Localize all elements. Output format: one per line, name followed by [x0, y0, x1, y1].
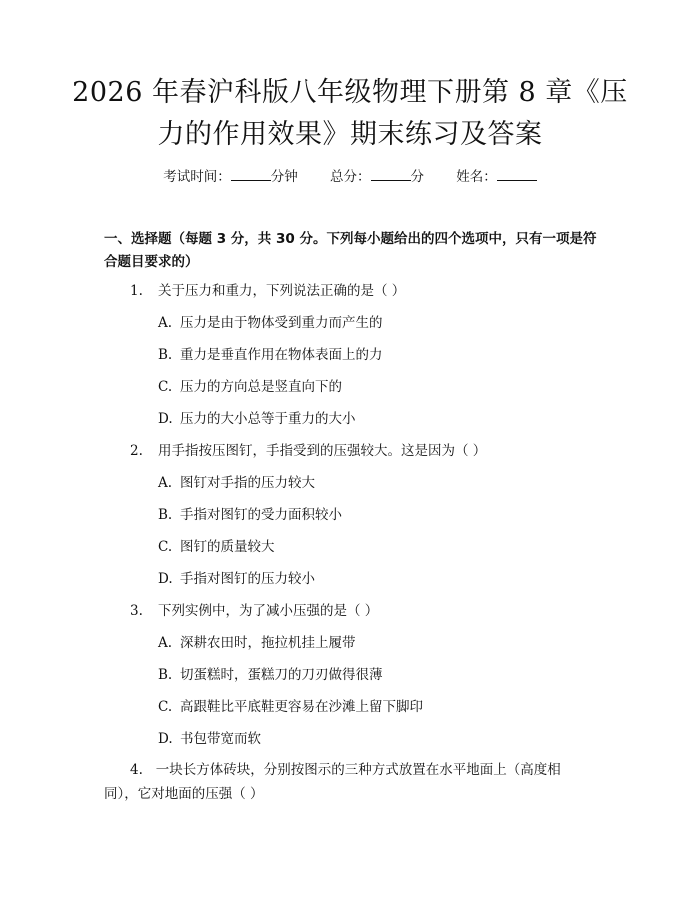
exam-time	[163, 166, 298, 188]
question-1-option-b	[158, 344, 578, 366]
option-letter: C.	[158, 539, 173, 555]
option-text: 压力的大小总等于重力的大小	[180, 411, 356, 427]
question-3	[130, 600, 600, 622]
option-text: 图钉对手指的压力较大	[180, 475, 315, 491]
option-letter: B.	[158, 347, 173, 363]
question-2	[130, 440, 600, 462]
question-stem: 一块长方体砖块，分别按图示的三种方式放置在水平地面上（高度相同），它对地面的压强（ ）	[104, 762, 561, 802]
option-text: 手指对图钉的压力较小	[180, 571, 315, 587]
option-letter: A.	[158, 635, 173, 651]
question-2-option-d	[158, 568, 578, 590]
option-letter: A.	[158, 315, 173, 331]
student-name	[456, 166, 537, 188]
question-stem: 关于压力和重力，下列说法正确的是（ ）	[158, 283, 406, 299]
option-text: 高跟鞋比平底鞋更容易在沙滩上留下脚印	[180, 699, 423, 715]
question-1-option-c	[158, 376, 578, 398]
option-text: 重力是垂直作用在物体表面上的力	[180, 347, 383, 363]
option-letter: A.	[158, 475, 173, 491]
time-unit: 分钟	[270, 169, 298, 185]
question-3-option-d	[158, 728, 578, 750]
exam-meta	[0, 166, 700, 188]
question-1-option-a	[158, 312, 578, 334]
total-score	[330, 166, 424, 188]
option-letter: B.	[158, 667, 173, 683]
option-letter: D.	[158, 731, 173, 747]
option-letter: C.	[158, 379, 173, 395]
name-label: 姓名：	[456, 169, 497, 185]
option-letter: C.	[158, 699, 173, 715]
question-3-option-b	[158, 664, 578, 686]
option-text: 压力是由于物体受到重力而产生的	[180, 315, 383, 331]
question-1	[130, 280, 600, 302]
question-3-option-a	[158, 632, 578, 654]
question-number: 2.	[130, 443, 143, 459]
option-text: 压力的方向总是竖直向下的	[180, 379, 342, 395]
option-letter: D.	[158, 411, 173, 427]
name-blank	[497, 168, 537, 181]
question-number: 1.	[130, 283, 143, 299]
option-text: 切蛋糕时，蛋糕刀的刀刃做得很薄	[180, 667, 383, 683]
question-4	[104, 758, 584, 806]
question-2-option-a	[158, 472, 578, 494]
question-1-option-d	[158, 408, 578, 430]
option-text: 书包带宽而软	[180, 731, 261, 747]
option-text: 手指对图钉的受力面积较小	[180, 507, 342, 523]
time-label: 考试时间：	[163, 169, 231, 185]
score-label: 总分：	[330, 169, 371, 185]
section-heading: 一、选择题（每题 3 分，共 30 分。下列每小题给出的四个选项中，只有一项是符合题目要求的）	[104, 231, 597, 270]
option-letter: B.	[158, 507, 173, 523]
question-2-option-c	[158, 536, 578, 558]
question-number: 4.	[130, 762, 143, 778]
question-3-option-c	[158, 696, 578, 718]
page-title: 2026 年春沪科版八年级物理下册第 8 章《压力的作用效果》期末练习及答案	[72, 77, 628, 150]
score-unit: 分	[410, 169, 424, 185]
option-text: 图钉的质量较大	[180, 539, 275, 555]
question-number: 3.	[130, 603, 143, 619]
option-text: 深耕农田时，拖拉机挂上履带	[180, 635, 356, 651]
question-stem: 用手指按压图钉，手指受到的压强较大。这是因为（ ）	[158, 443, 487, 459]
question-stem: 下列实例中，为了减小压强的是（ ）	[158, 603, 379, 619]
score-blank	[371, 168, 411, 181]
question-2-option-b	[158, 504, 578, 526]
time-blank	[231, 168, 271, 181]
option-letter: D.	[158, 571, 173, 587]
